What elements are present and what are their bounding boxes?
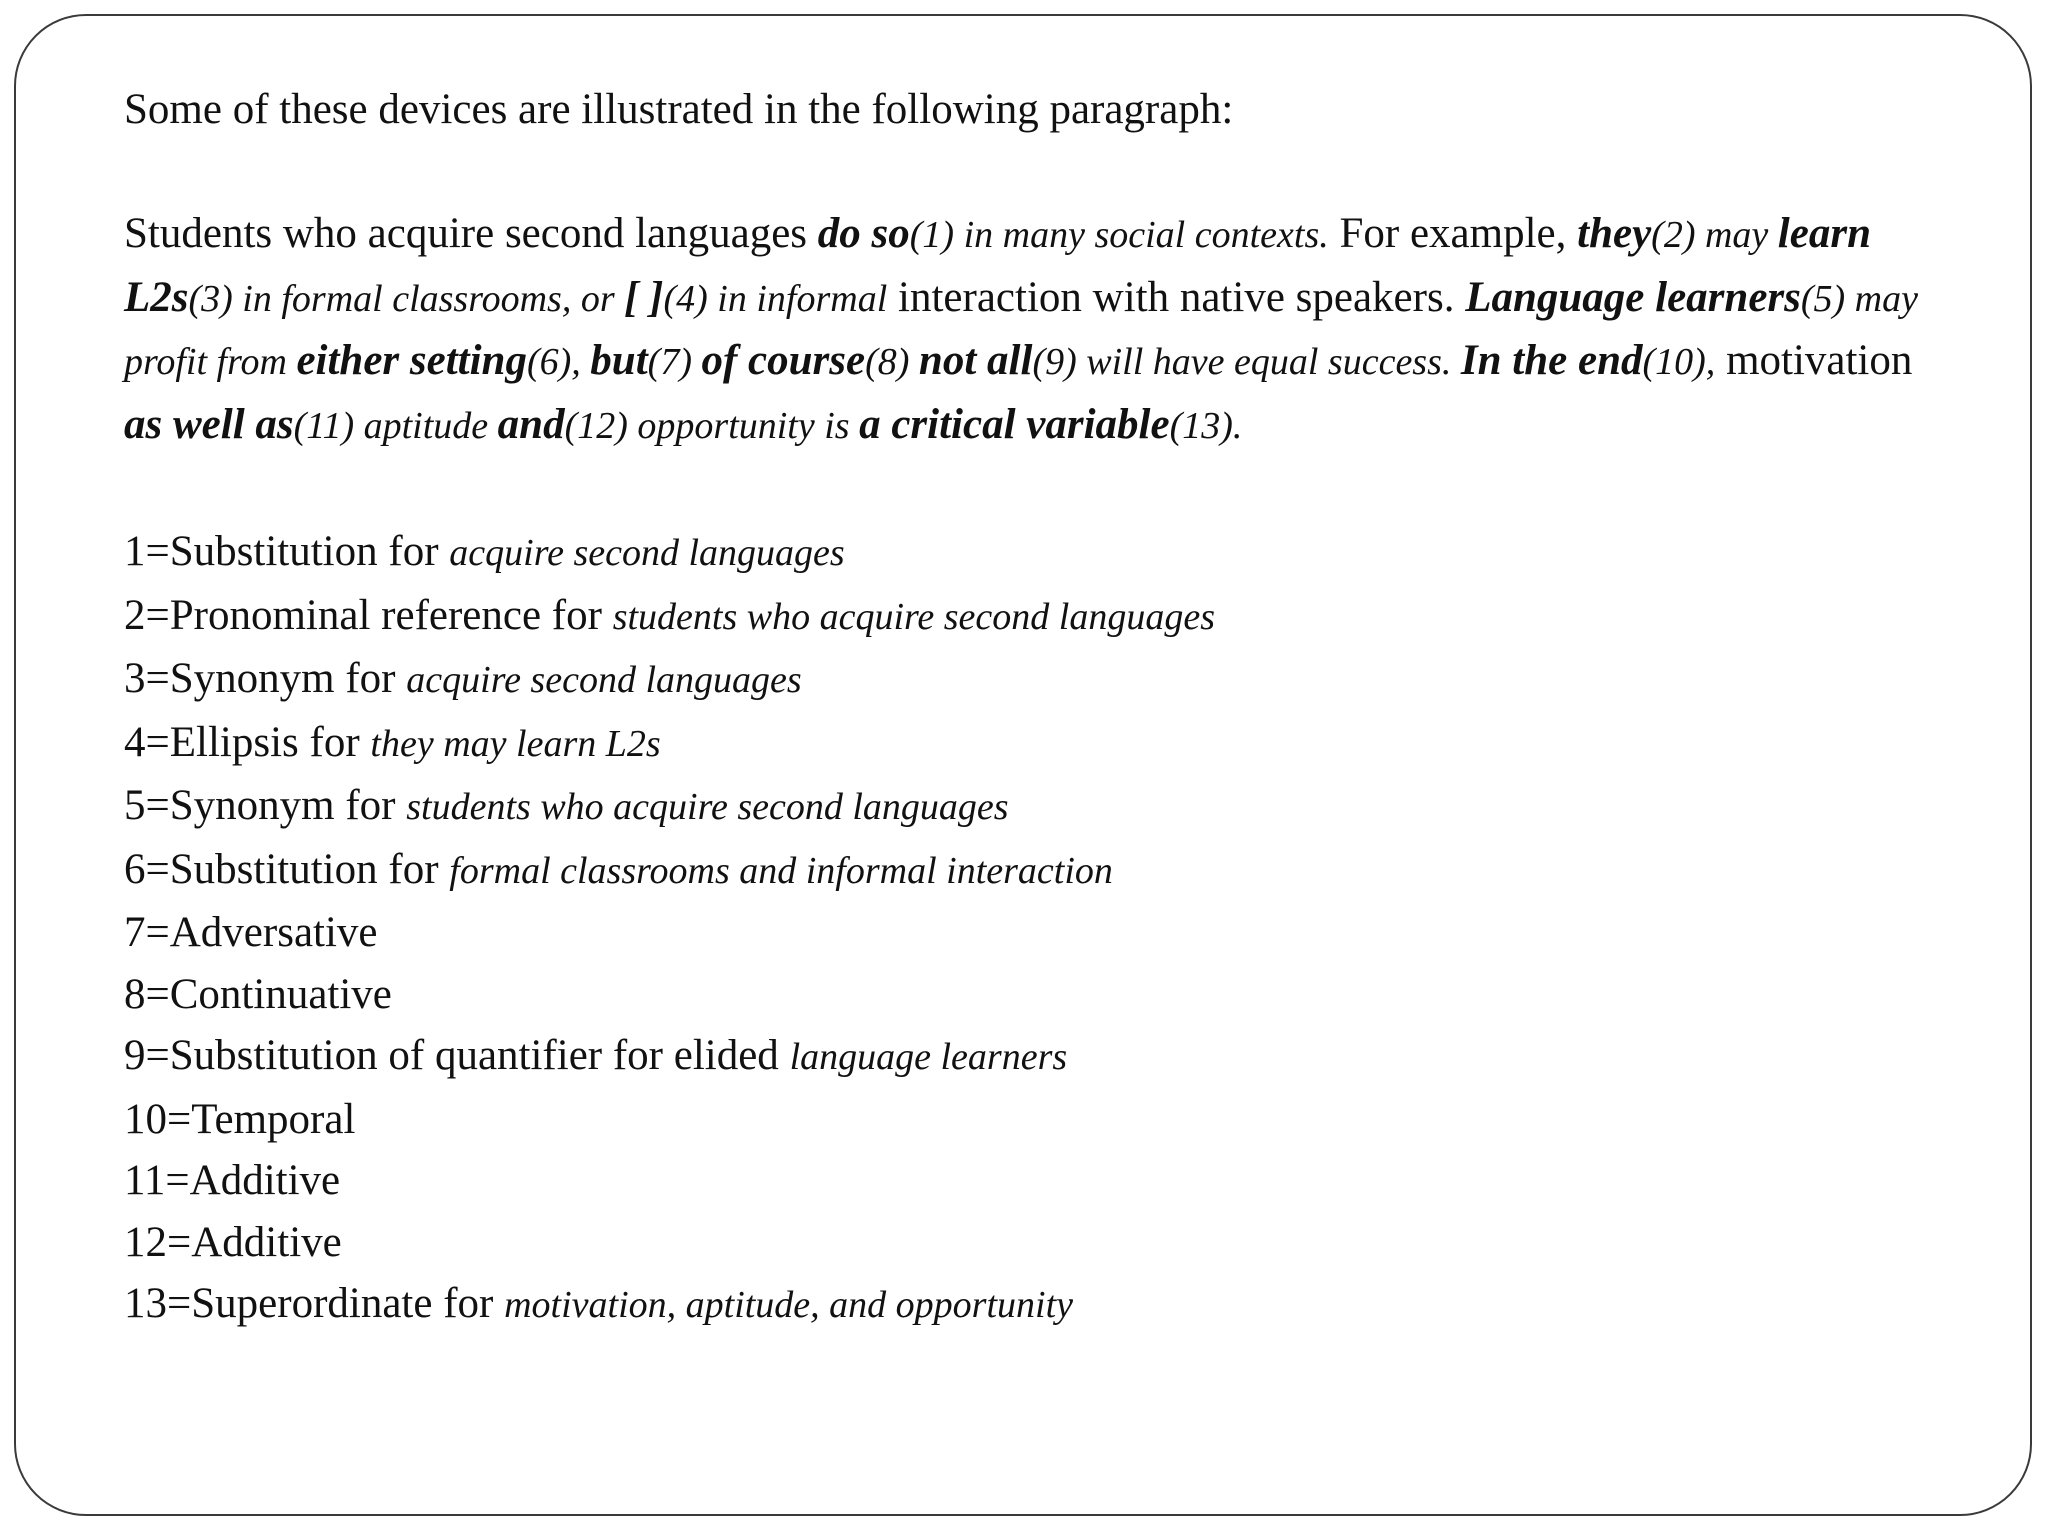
- cohesive-device: either setting: [296, 337, 527, 384]
- legend-label: 1=Substitution for: [124, 528, 450, 575]
- cohesive-device: a critical variable: [859, 400, 1170, 448]
- legend-label: 5=Synonym for: [124, 782, 407, 829]
- legend-label: 8=Continuative: [124, 970, 392, 1018]
- legend-label: 10=Temporal: [124, 1095, 356, 1143]
- legend-item: [124, 712, 1924, 776]
- legend-item: [124, 585, 1924, 649]
- legend-label: 2=Pronominal reference for: [124, 591, 613, 639]
- paragraph-text: (10),: [1642, 341, 1716, 383]
- legend-label: 12=Additive: [124, 1218, 342, 1266]
- paragraph-text: (13).: [1169, 404, 1243, 447]
- legend-item: [124, 1089, 1924, 1151]
- legend-item: [124, 902, 1924, 964]
- example-paragraph: [124, 203, 1924, 457]
- paragraph-text: (7): [647, 341, 702, 383]
- cohesive-device: In the end: [1460, 337, 1643, 384]
- legend-term: acquire second languages: [449, 532, 845, 574]
- legend-term: language learners: [789, 1036, 1068, 1078]
- legend-label: 6=Substitution for: [124, 845, 450, 893]
- slide-content: [124, 80, 1924, 1337]
- paragraph-text: (4) in informal: [663, 277, 888, 320]
- paragraph-text: For example,: [1328, 210, 1578, 257]
- cohesive-device: they: [1577, 210, 1652, 257]
- paragraph-text: Students who acquire second languages: [124, 210, 818, 257]
- legend-label: 9=Substitution of quantifier for elided: [124, 1032, 790, 1079]
- legend-item: [124, 1025, 1924, 1089]
- legend-term: students who acquire second languages: [612, 595, 1215, 638]
- paragraph-text: (2) may: [1651, 214, 1778, 256]
- cohesive-device: learn L2s: [124, 210, 1871, 321]
- paragraph-text: (6),: [526, 341, 591, 383]
- paragraph-text: (12) opportunity is: [564, 404, 860, 447]
- paragraph-text: (9) will have equal success.: [1032, 341, 1461, 383]
- legend-label: 4=Ellipsis for: [124, 718, 371, 766]
- paragraph-text: (5) may profit from: [124, 277, 1918, 383]
- paragraph-text: (1) in many social contexts.: [909, 214, 1329, 256]
- cohesive-device: as well as: [124, 400, 294, 448]
- legend-item: [124, 775, 1924, 839]
- legend-label: 7=Adversative: [124, 909, 378, 956]
- legend-label: 13=Superordinate for: [124, 1280, 505, 1327]
- cohesive-device: not all: [918, 337, 1033, 384]
- cohesive-device: Language learners: [1465, 273, 1801, 321]
- legend-item: [124, 648, 1924, 712]
- paragraph-text: (8): [865, 341, 919, 383]
- legend-term: students who acquire second languages: [406, 786, 1009, 828]
- cohesive-device: and: [497, 400, 565, 448]
- legend-term: formal classrooms and informal interaction: [449, 849, 1113, 892]
- intro-sentence: Some of these devices are illustrated in the following paragraph:: [124, 86, 1234, 133]
- legend-item: [124, 1273, 1924, 1337]
- cohesive-device: of course: [701, 337, 866, 384]
- cohesive-device: [ ]: [624, 273, 664, 321]
- cohesion-legend: [124, 521, 1924, 1337]
- paragraph-text: motivation: [1715, 337, 1913, 384]
- cohesive-device: do so: [817, 210, 910, 257]
- cohesive-device: but: [590, 337, 648, 384]
- paragraph-text: (11) aptitude: [293, 404, 498, 447]
- legend-item: [124, 1150, 1924, 1212]
- legend-term: acquire second languages: [406, 659, 802, 701]
- legend-item: [124, 1212, 1924, 1274]
- legend-item: [124, 521, 1924, 585]
- legend-item: [124, 964, 1924, 1026]
- legend-term: they may learn L2s: [370, 722, 661, 765]
- legend-term: motivation, aptitude, and opportunity: [504, 1284, 1073, 1326]
- legend-item: [124, 839, 1924, 903]
- legend-label: 3=Synonym for: [124, 655, 407, 702]
- paragraph-text: (3) in formal classrooms, or: [188, 277, 625, 320]
- paragraph-text: interaction with native speakers.: [887, 273, 1466, 321]
- legend-label: 11=Additive: [124, 1157, 341, 1204]
